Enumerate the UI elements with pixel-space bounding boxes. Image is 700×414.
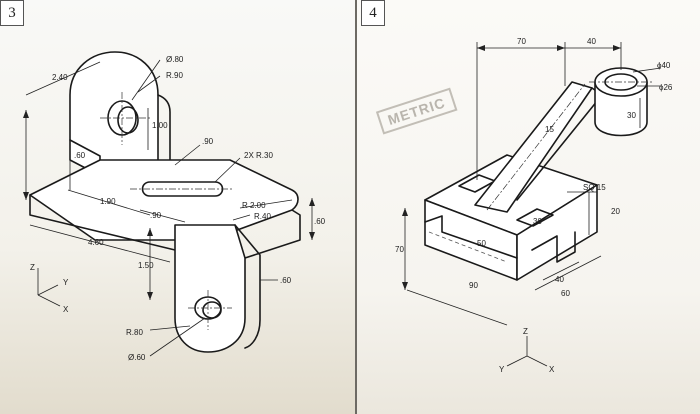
dim-dia-26: ϕ26 xyxy=(659,83,673,92)
dim-dia-40: ϕ40 xyxy=(657,61,671,70)
svg-text:X: X xyxy=(63,305,69,314)
dim-2x-r30: 2X R.30 xyxy=(244,151,273,160)
dim-r-40: R.40 xyxy=(254,212,271,221)
dim-60-a: .60 xyxy=(74,151,86,160)
dim-40-slot: 40 xyxy=(555,275,564,284)
dim-1-50: 1.50 xyxy=(138,261,154,270)
svg-text:Z: Z xyxy=(523,327,528,336)
svg-text:X: X xyxy=(549,365,555,374)
dim-70-top: 70 xyxy=(517,37,526,46)
dim-r-90: R.90 xyxy=(166,71,183,80)
figure-number-3: 3 xyxy=(0,0,24,26)
dim-30-boss: 30 xyxy=(627,111,636,120)
dim-4-60: 4.60 xyxy=(88,238,104,247)
dim-90: 90 xyxy=(469,281,478,290)
dim-1-90: 1.90 xyxy=(100,197,116,206)
dim-20: 20 xyxy=(611,207,620,216)
dim-30-base: 30 xyxy=(533,217,542,226)
axis-triad-left xyxy=(30,263,69,314)
dim-70-side: 70 xyxy=(395,245,404,254)
dim-sq15: SQ 15 xyxy=(583,183,606,192)
dim-60-slot: 60 xyxy=(561,289,570,298)
svg-text:Y: Y xyxy=(499,365,505,374)
dim-r-2-00: R 2.00 xyxy=(242,201,266,210)
dim-60-leg: .60 xyxy=(280,276,292,285)
cylinder-boss xyxy=(589,68,653,136)
dim-1-00: 1.00 xyxy=(152,121,168,130)
figure-4-panel xyxy=(357,0,700,414)
dim-r-80: R.80 xyxy=(126,328,143,337)
dim-90-slot: .90 xyxy=(202,137,214,146)
dim-90-offset: .90 xyxy=(150,211,162,220)
front-leg xyxy=(175,225,260,352)
svg-text:METRIC: METRIC xyxy=(385,94,448,128)
metric-stamp xyxy=(377,89,456,133)
svg-text:Z: Z xyxy=(30,263,35,272)
dim-60-right: .60 xyxy=(314,217,326,226)
axis-triad-right xyxy=(499,327,555,374)
dim-50: 50 xyxy=(477,239,486,248)
figure-number-4: 4 xyxy=(361,0,385,26)
figure-4-drawing xyxy=(357,0,700,414)
dim-hole-dia: Ø.80 xyxy=(166,55,184,64)
dim-leg-hole: Ø.60 xyxy=(128,353,146,362)
dim-2-40: 2.40 xyxy=(52,73,68,82)
svg-text:Y: Y xyxy=(63,278,69,287)
dim-15-arm: 15 xyxy=(545,125,554,134)
dim-40-top: 40 xyxy=(587,37,596,46)
